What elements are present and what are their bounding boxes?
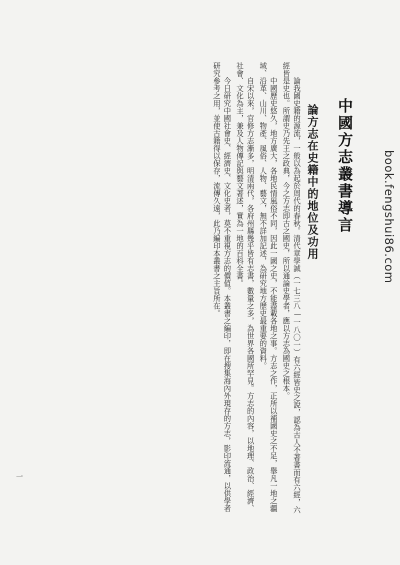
page-subtitle: 論方志在史籍中的地位及功用 [306,104,319,260]
paragraph: 中國歷史悠久，地方廣大，各地民情風俗不同，因此一國之史，不能盡載各地之事。方志之作，正所以補國史之不足，舉凡一地之疆域、沿革、山川、物產、風俗、人物、藝文，無不詳加記述，為研究地方歷史最重要的資料。 [259,62,279,512]
body-text [32,62,302,514]
page-title: 中國方志叢書導言 [336,98,354,234]
page-number: 一 [16,473,23,481]
paragraph: 論我國史籍的源流，一般以為起於周代的春秋。清代章學誠（一七三八—一八〇一）有六經皆史之說，認為古人不著書而有六經，六經皆是史也。所謂史乃先王之政典，今之方志即古之國史，所以通論史學者，應以方志為國史之根本。 [282,62,302,514]
paragraph: 自宋以來，官修方志漸多，明清兩代，各府州縣幾乎皆有志書，數量之多，為世界各國所罕見。方志的內容，以地理、政治、經濟、社會、文化為主，兼及人物傳記與藝文著述，實為一地的百科全書。 [236,62,256,512]
watermark: book.fengshui86.com [382,150,396,284]
paragraph: 今日研究中國社會史、經濟史、文化史者，莫不重視方志的價值。本叢書之編印，即在搜集海內外現存的方志，影印流通，以供學者研究參考之用，並使古籍得以保存，流傳久遠，此乃編印本叢書之主旨所在。 [212,62,233,512]
